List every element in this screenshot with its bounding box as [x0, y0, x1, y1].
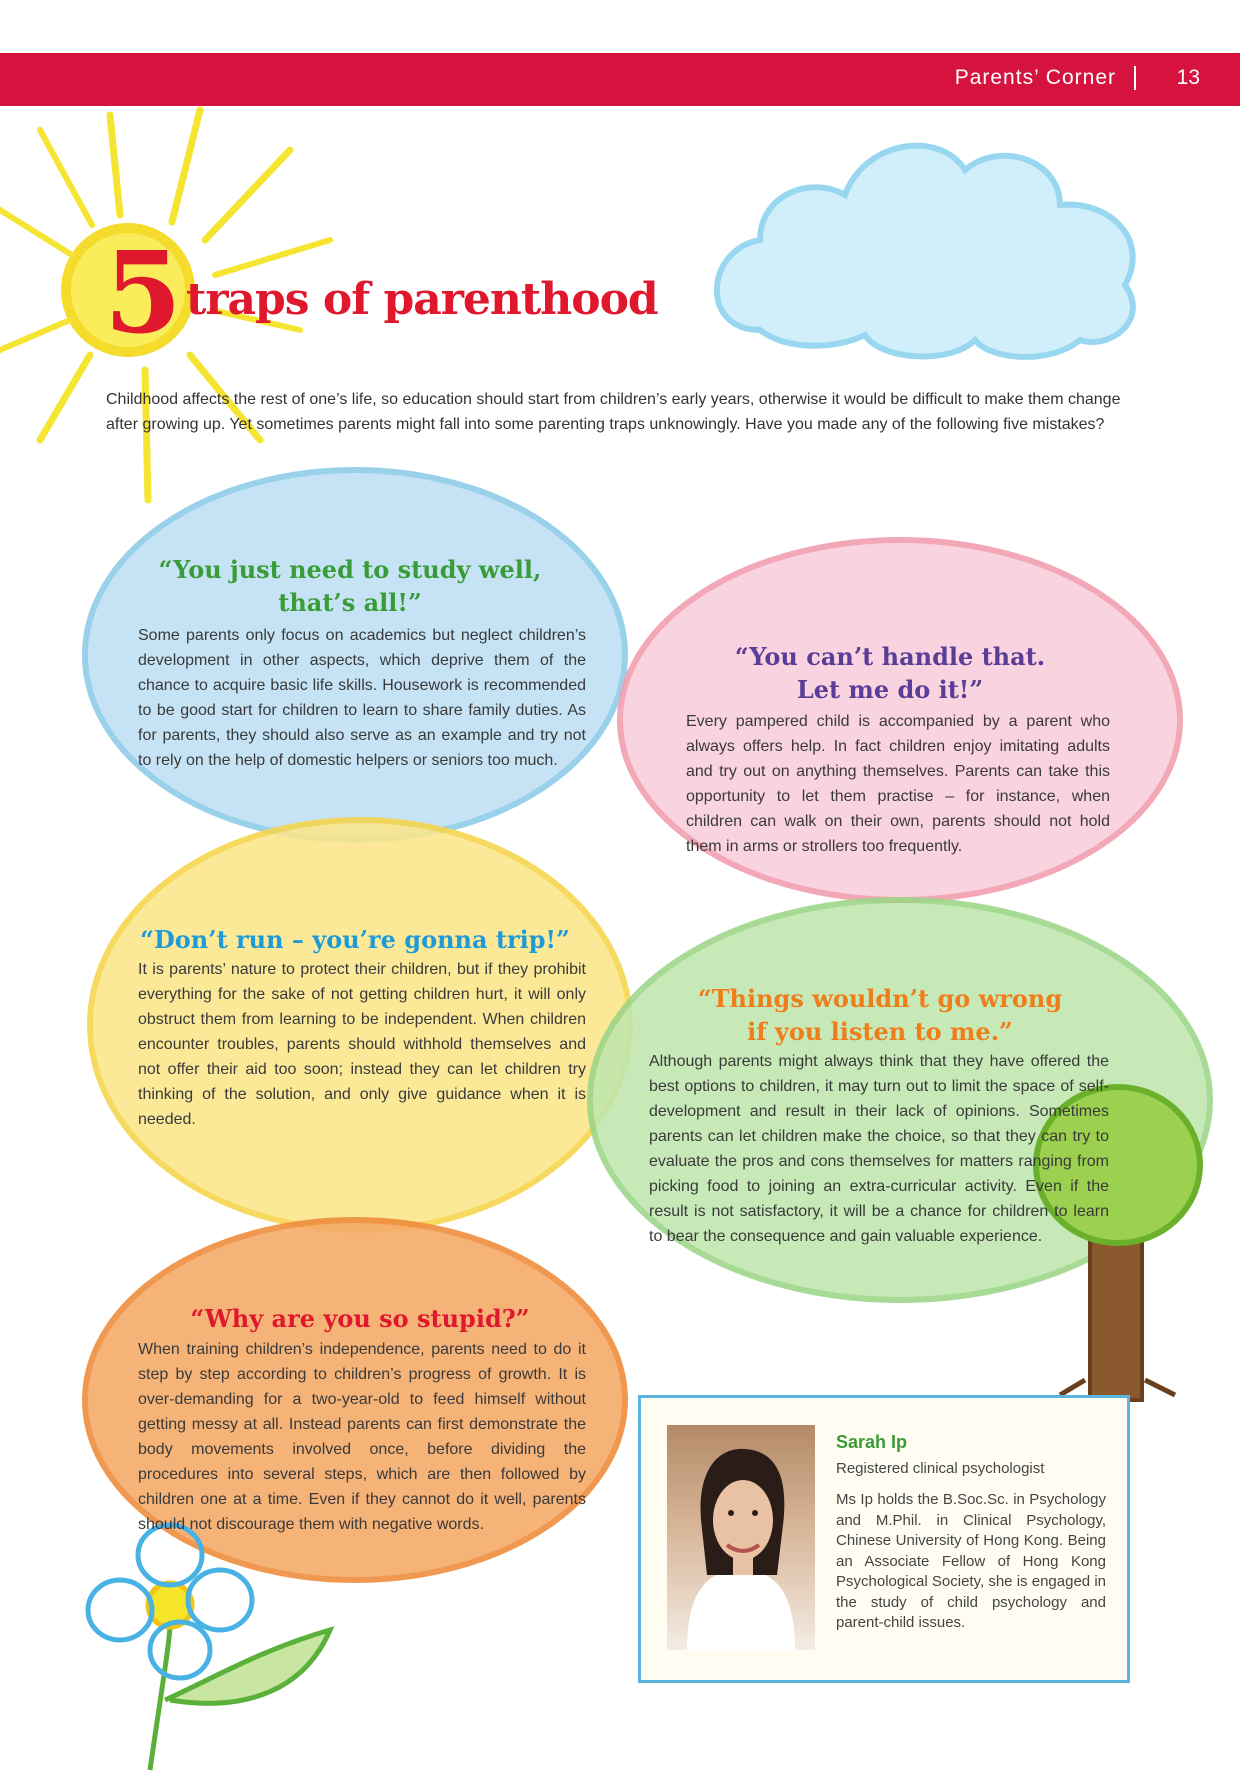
trap-2-body: Every pampered child is accompanied by a parent who always offers help. In fact children enjoy imitating adults and try out on anything themselves. Parents can take this opportunity to let them practise – for instance, when children can walk on their own, parents should not hold them in arms or strollers too frequently. [686, 713, 1110, 855]
section-label: Parents’ Corner [955, 66, 1136, 90]
trap-2-heading-line2: Let me do it!” [796, 675, 984, 704]
trap-1-body: Some parents only focus on academics but neglect children’s development in other aspects, which deprive them of the chance to acquire basic life skills. Housework is recommended to be good start for children to learn to share family duties. As for parents, they should also serve as an example and try not to rely on the help of domestic helpers or seniors too much. [138, 627, 586, 769]
bio-name: Sarah Ip [836, 1432, 908, 1452]
trap-2-heading-line1: “You can’t handle that. [734, 642, 1046, 671]
trap-1-heading-line1: “You just need to study well, [158, 555, 542, 584]
intro-paragraph: Childhood affects the rest of one’s life, so education should start from children’s early years, otherwise it would be difficult to make them change after growing up. Yet sometimes parents might fall into some parenting traps unknowingly. Have you made any of the following five mistakes? [106, 391, 1121, 433]
trap-4-heading [660, 982, 1100, 1048]
trap-3-heading-line1: “Don’t run – you’re gonna trip!” [140, 925, 570, 954]
trap-5-heading [140, 1302, 580, 1335]
portrait-photo [667, 1425, 815, 1650]
trap-5-heading-line1: “Why are you so stupid?” [190, 1304, 530, 1333]
page-title: traps of parenthood [186, 274, 658, 325]
trap-3-body: It is parents’ nature to protect their children, but if they prohibit everything for the sake of not getting children hurt, it will only obstruct them from learning to be independent. When children encounter troubles, parents should withhold themselves and not offer their aid too soon; instead they can let children try thinking of the solution, and only give guidance when it is needed. [138, 961, 586, 1128]
title-number: 5 [104, 228, 182, 359]
portrait-icon [667, 1425, 815, 1650]
trap-4-heading-line1: “Things wouldn’t go wrong [697, 984, 1063, 1013]
trap-4-heading-line2: if you listen to me.” [747, 1017, 1013, 1046]
page-number: 13 [1176, 66, 1200, 89]
cloud-icon [717, 146, 1133, 357]
trap-3-heading [130, 923, 580, 956]
trap-5-body: When training children’s independence, parents need to do it step by step according to children’s progress of growth. It is over-demanding for a two-year-old to feed himself without getting messy at all. Instead parents can first demonstrate the body movements involved once, before dividing the procedures into several steps, which are then followed by children one at a time. Even if they cannot do it well, parents should not discourage them with negative words. [138, 1341, 586, 1533]
trap-1-heading-line2: that’s all!” [278, 588, 422, 617]
trap-2-heading [680, 640, 1100, 706]
bio-role: Registered clinical psychologist [836, 1460, 1045, 1477]
bio-description: Ms Ip holds the B.Soc.Sc. in Psychology and M.Phil. in Clinical Psychology, Chinese University of Hong Kong. Being an Associate Fellow of Hong Kong Psychological Society, she is engaged in the study of child psychology and parent-child issues. [836, 1491, 1106, 1631]
trap-4-body: Although parents might always think that they have offered the best options to children, it may turn out to limit the space of self-development and result in their lack of opinions. Sometimes parents can let children make the choice, so that they can try to evaluate the pros and cons themselves for matters ranging from picking food to joining an extra-curricular activity. Even if the result is not satisfactory, it will be a chance for children to learn to bear the consequence and gain valuable experience. [649, 1053, 1109, 1245]
trap-1-heading [140, 553, 560, 619]
